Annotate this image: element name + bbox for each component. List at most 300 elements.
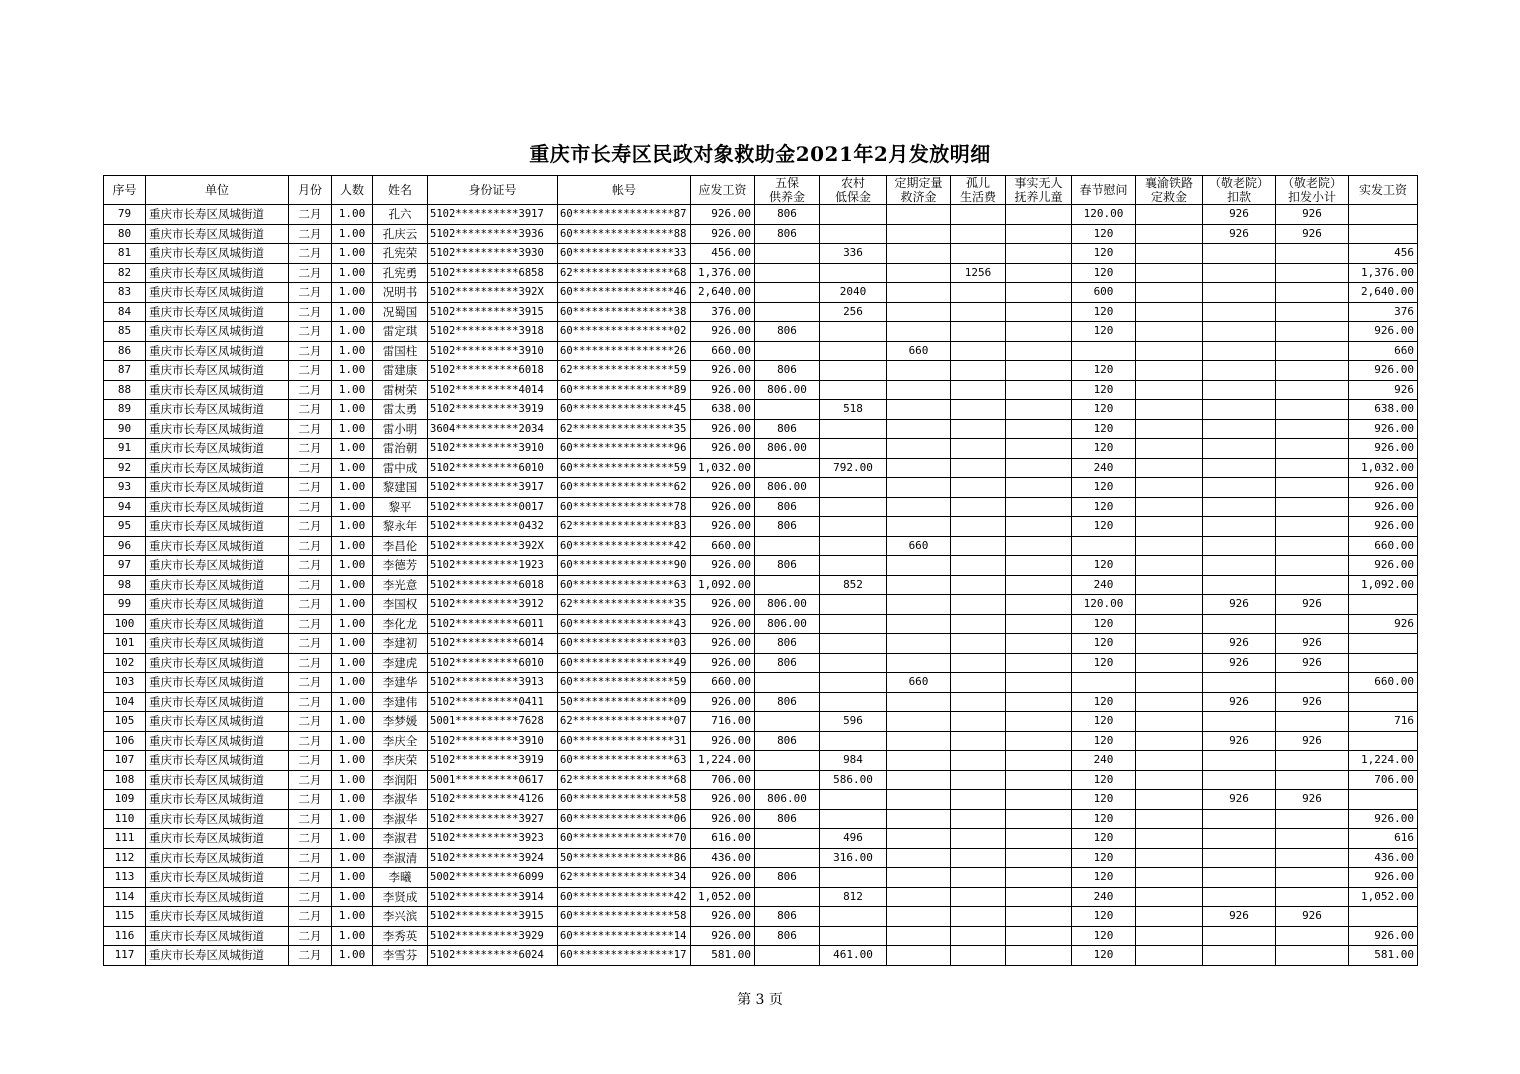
table-cell xyxy=(951,556,1006,576)
table-cell: 926.00 xyxy=(691,224,755,244)
table-cell xyxy=(1276,926,1349,946)
table-cell: 60****************43 xyxy=(558,614,691,634)
table-cell: 240 xyxy=(1072,458,1136,478)
table-cell: 李国权 xyxy=(373,595,428,615)
table-cell: 120 xyxy=(1072,848,1136,868)
table-cell xyxy=(755,536,820,556)
table-cell xyxy=(951,302,1006,322)
table-row xyxy=(104,829,1418,849)
table-cell: 806 xyxy=(755,868,820,888)
table-cell xyxy=(1136,575,1203,595)
table-cell: 孔庆云 xyxy=(373,224,428,244)
table-cell xyxy=(951,497,1006,517)
table-cell xyxy=(1006,926,1072,946)
table-cell xyxy=(755,458,820,478)
table-cell xyxy=(951,575,1006,595)
table-cell xyxy=(1136,829,1203,849)
table-cell xyxy=(1203,926,1276,946)
table-cell: 86 xyxy=(104,341,146,361)
table-cell: 110 xyxy=(104,809,146,829)
table-cell xyxy=(1203,478,1276,498)
table-cell: 重庆市长寿区凤城街道 xyxy=(146,439,289,459)
column-header: 五保 供养金 xyxy=(755,176,820,205)
table-cell xyxy=(1349,634,1418,654)
table-cell xyxy=(755,712,820,732)
table-cell: 926.00 xyxy=(1349,439,1418,459)
table-cell: 60****************42 xyxy=(558,887,691,907)
table-cell: 108 xyxy=(104,770,146,790)
table-cell: 94 xyxy=(104,497,146,517)
table-cell: 重庆市长寿区凤城街道 xyxy=(146,731,289,751)
table-cell: 806 xyxy=(755,926,820,946)
table-cell: 83 xyxy=(104,283,146,303)
table-cell xyxy=(1203,751,1276,771)
table-cell xyxy=(1006,497,1072,517)
table-cell: 重庆市长寿区凤城街道 xyxy=(146,458,289,478)
table-cell: 二月 xyxy=(289,829,332,849)
table-cell xyxy=(755,887,820,907)
table-cell xyxy=(1276,419,1349,439)
table-cell: 5102**********3930 xyxy=(428,244,558,264)
table-cell xyxy=(887,361,951,381)
table-cell xyxy=(1203,556,1276,576)
table-cell: 60****************14 xyxy=(558,926,691,946)
table-cell: 89 xyxy=(104,400,146,420)
table-row xyxy=(104,497,1418,517)
table-cell: 二月 xyxy=(289,614,332,634)
table-cell xyxy=(1006,946,1072,966)
table-cell xyxy=(820,595,887,615)
table-cell: 二月 xyxy=(289,731,332,751)
table-cell xyxy=(1136,478,1203,498)
table-cell xyxy=(1276,829,1349,849)
table-cell: 316.00 xyxy=(820,848,887,868)
table-cell: 李建初 xyxy=(373,634,428,654)
table-cell xyxy=(1276,887,1349,907)
table-cell: 91 xyxy=(104,439,146,459)
table-cell: 1.00 xyxy=(332,751,373,771)
table-cell: 806 xyxy=(755,556,820,576)
table-row xyxy=(104,400,1418,420)
table-cell: 1.00 xyxy=(332,692,373,712)
table-cell: 二月 xyxy=(289,907,332,927)
table-cell xyxy=(755,770,820,790)
table-cell: 黎建国 xyxy=(373,478,428,498)
table-cell: 111 xyxy=(104,829,146,849)
table-cell: 5102**********3927 xyxy=(428,809,558,829)
table-cell xyxy=(820,907,887,927)
table-cell xyxy=(887,907,951,927)
table-cell: 638.00 xyxy=(691,400,755,420)
table-cell: 5102**********3917 xyxy=(428,478,558,498)
table-cell xyxy=(951,380,1006,400)
table-cell xyxy=(1136,322,1203,342)
table-cell: 926 xyxy=(1349,614,1418,634)
table-cell: 二月 xyxy=(289,770,332,790)
table-cell xyxy=(1203,614,1276,634)
table-cell: 806 xyxy=(755,497,820,517)
table-cell xyxy=(1006,244,1072,264)
table-cell: 5102**********3917 xyxy=(428,205,558,225)
table-cell: 120 xyxy=(1072,556,1136,576)
table-cell: 926 xyxy=(1349,380,1418,400)
table-row xyxy=(104,419,1418,439)
table-cell: 60****************63 xyxy=(558,751,691,771)
table-cell xyxy=(1276,575,1349,595)
table-cell: 62****************83 xyxy=(558,517,691,537)
table-cell: 5102**********3919 xyxy=(428,751,558,771)
table-cell: 926.00 xyxy=(691,692,755,712)
table-cell xyxy=(887,205,951,225)
table-cell: 重庆市长寿区凤城街道 xyxy=(146,244,289,264)
table-cell xyxy=(1203,439,1276,459)
table-cell: 重庆市长寿区凤城街道 xyxy=(146,205,289,225)
table-cell: 5102**********6024 xyxy=(428,946,558,966)
table-cell: 926.00 xyxy=(1349,926,1418,946)
table-row xyxy=(104,224,1418,244)
table-cell: 99 xyxy=(104,595,146,615)
table-cell: 李曦 xyxy=(373,868,428,888)
table-cell: 重庆市长寿区凤城街道 xyxy=(146,595,289,615)
table-cell: 5102**********392X xyxy=(428,536,558,556)
table-cell xyxy=(951,673,1006,693)
table-cell: 93 xyxy=(104,478,146,498)
table-row xyxy=(104,848,1418,868)
table-cell xyxy=(1006,322,1072,342)
table-cell: 926 xyxy=(1203,790,1276,810)
table-cell xyxy=(951,400,1006,420)
table-cell: 重庆市长寿区凤城街道 xyxy=(146,283,289,303)
table-cell: 926 xyxy=(1276,907,1349,927)
table-cell xyxy=(1203,419,1276,439)
table-cell: 60****************88 xyxy=(558,224,691,244)
table-cell: 1.00 xyxy=(332,283,373,303)
table-cell xyxy=(1203,380,1276,400)
table-cell: 1,376.00 xyxy=(1349,263,1418,283)
table-cell: 重庆市长寿区凤城街道 xyxy=(146,926,289,946)
table-cell: 87 xyxy=(104,361,146,381)
table-cell: 1.00 xyxy=(332,634,373,654)
table-cell xyxy=(755,283,820,303)
table-cell xyxy=(755,575,820,595)
table-cell: 1.00 xyxy=(332,419,373,439)
table-cell: 112 xyxy=(104,848,146,868)
table-cell: 461.00 xyxy=(820,946,887,966)
table-cell: 1,224.00 xyxy=(1349,751,1418,771)
table-cell xyxy=(951,790,1006,810)
table-cell: 62****************68 xyxy=(558,263,691,283)
table-cell xyxy=(887,926,951,946)
table-cell xyxy=(1006,751,1072,771)
table-cell: 806 xyxy=(755,361,820,381)
table-cell xyxy=(887,263,951,283)
table-cell xyxy=(820,692,887,712)
table-header-row xyxy=(104,176,1418,205)
table-cell: 102 xyxy=(104,653,146,673)
table-cell: 79 xyxy=(104,205,146,225)
column-header: 襄渝铁路 定救金 xyxy=(1136,176,1203,205)
table-cell xyxy=(951,517,1006,537)
table-cell: 120 xyxy=(1072,614,1136,634)
table-cell: 1.00 xyxy=(332,478,373,498)
table-cell xyxy=(820,536,887,556)
table-cell xyxy=(1136,751,1203,771)
table-cell: 重庆市长寿区凤城街道 xyxy=(146,692,289,712)
table-cell: 二月 xyxy=(289,283,332,303)
table-cell xyxy=(1136,458,1203,478)
table-row xyxy=(104,341,1418,361)
table-cell: 96 xyxy=(104,536,146,556)
table-cell xyxy=(951,731,1006,751)
table-cell: 雷中成 xyxy=(373,458,428,478)
table-cell: 120 xyxy=(1072,517,1136,537)
table-cell: 716 xyxy=(1349,712,1418,732)
table-cell: 120 xyxy=(1072,439,1136,459)
table-cell xyxy=(1136,731,1203,751)
column-header: 单位 xyxy=(146,176,289,205)
table-cell xyxy=(820,809,887,829)
table-cell: 李淑华 xyxy=(373,790,428,810)
table-cell xyxy=(1136,907,1203,927)
table-cell: 376.00 xyxy=(691,302,755,322)
table-cell: 62****************34 xyxy=(558,868,691,888)
table-cell: 1.00 xyxy=(332,848,373,868)
table-cell xyxy=(1006,263,1072,283)
table-cell: 1.00 xyxy=(332,868,373,888)
table-cell: 926.00 xyxy=(691,361,755,381)
table-cell xyxy=(887,400,951,420)
table-cell: 二月 xyxy=(289,751,332,771)
table-cell: 120 xyxy=(1072,419,1136,439)
table-cell xyxy=(820,868,887,888)
table-cell: 二月 xyxy=(289,322,332,342)
table-cell xyxy=(820,205,887,225)
table-cell: 二月 xyxy=(289,575,332,595)
table-cell xyxy=(1136,556,1203,576)
table-cell: 重庆市长寿区凤城街道 xyxy=(146,887,289,907)
table-cell xyxy=(1136,341,1203,361)
table-cell: 重庆市长寿区凤城街道 xyxy=(146,556,289,576)
table-cell: 5102**********3910 xyxy=(428,341,558,361)
table-cell: 806 xyxy=(755,809,820,829)
table-row xyxy=(104,361,1418,381)
table-cell: 二月 xyxy=(289,926,332,946)
table-cell: 806 xyxy=(755,205,820,225)
table-cell: 806 xyxy=(755,907,820,927)
table-cell: 104 xyxy=(104,692,146,712)
table-cell: 926.00 xyxy=(691,595,755,615)
table-cell: 二月 xyxy=(289,458,332,478)
table-cell xyxy=(1006,692,1072,712)
table-cell xyxy=(951,536,1006,556)
table-cell xyxy=(1349,205,1418,225)
table-cell: 2,640.00 xyxy=(691,283,755,303)
table-cell xyxy=(1203,283,1276,303)
table-cell xyxy=(887,634,951,654)
table-cell xyxy=(820,224,887,244)
table-cell: 李昌伦 xyxy=(373,536,428,556)
table-cell xyxy=(1276,341,1349,361)
table-cell xyxy=(1072,536,1136,556)
table-cell: 926 xyxy=(1203,653,1276,673)
table-cell: 重庆市长寿区凤城街道 xyxy=(146,673,289,693)
table-row xyxy=(104,673,1418,693)
table-row xyxy=(104,283,1418,303)
table-cell xyxy=(1349,595,1418,615)
table-cell: 926 xyxy=(1276,731,1349,751)
table-cell xyxy=(951,868,1006,888)
table-cell xyxy=(951,887,1006,907)
table-cell: 二月 xyxy=(289,244,332,264)
table-cell: 660.00 xyxy=(1349,536,1418,556)
table-cell: 二月 xyxy=(289,263,332,283)
table-cell: 1.00 xyxy=(332,536,373,556)
table-row xyxy=(104,614,1418,634)
table-cell: 115 xyxy=(104,907,146,927)
table-cell xyxy=(1136,770,1203,790)
table-cell: 重庆市长寿区凤城街道 xyxy=(146,497,289,517)
table-cell xyxy=(1136,205,1203,225)
table-cell xyxy=(887,517,951,537)
table-cell xyxy=(887,224,951,244)
table-cell: 60****************87 xyxy=(558,205,691,225)
table-cell xyxy=(1006,302,1072,322)
table-cell xyxy=(1006,224,1072,244)
table-cell xyxy=(1006,712,1072,732)
table-cell: 1.00 xyxy=(332,380,373,400)
table-cell xyxy=(820,614,887,634)
table-cell: 况蜀国 xyxy=(373,302,428,322)
table-cell xyxy=(755,400,820,420)
table-cell xyxy=(887,712,951,732)
table-cell: 1.00 xyxy=(332,926,373,946)
table-cell xyxy=(1006,205,1072,225)
table-cell xyxy=(1276,439,1349,459)
table-cell: 二月 xyxy=(289,946,332,966)
table-cell: 1.00 xyxy=(332,673,373,693)
table-cell xyxy=(1276,556,1349,576)
table-cell: 120 xyxy=(1072,829,1136,849)
table-cell: 120 xyxy=(1072,380,1136,400)
table-cell: 926.00 xyxy=(691,790,755,810)
table-cell xyxy=(1006,790,1072,810)
table-cell xyxy=(887,380,951,400)
table-cell: 5102**********4126 xyxy=(428,790,558,810)
table-cell xyxy=(1072,673,1136,693)
table-cell xyxy=(951,770,1006,790)
table-cell: 660.00 xyxy=(1349,673,1418,693)
table-cell: 二月 xyxy=(289,439,332,459)
table-cell: 李梦媛 xyxy=(373,712,428,732)
table-cell xyxy=(755,751,820,771)
table-cell: 806 xyxy=(755,517,820,537)
table-cell xyxy=(820,380,887,400)
table-cell: 雷树荣 xyxy=(373,380,428,400)
table-cell: 5102**********3929 xyxy=(428,926,558,946)
table-cell: 806 xyxy=(755,322,820,342)
table-cell: 80 xyxy=(104,224,146,244)
table-cell: 376 xyxy=(1349,302,1418,322)
table-cell: 二月 xyxy=(289,712,332,732)
table-cell: 660 xyxy=(887,341,951,361)
table-cell: 92 xyxy=(104,458,146,478)
table-cell: 85 xyxy=(104,322,146,342)
table-cell: 98 xyxy=(104,575,146,595)
table-cell xyxy=(1349,224,1418,244)
page-title: 重庆市长寿区民政对象救助金2021年2月发放明细 xyxy=(529,142,991,166)
table-cell xyxy=(1276,868,1349,888)
table-cell: 926 xyxy=(1276,205,1349,225)
table-cell xyxy=(1006,439,1072,459)
table-cell xyxy=(820,341,887,361)
table-cell xyxy=(887,809,951,829)
table-cell xyxy=(887,653,951,673)
table-cell: 95 xyxy=(104,517,146,537)
table-cell: 1.00 xyxy=(332,770,373,790)
table-cell: 60****************58 xyxy=(558,907,691,927)
table-cell: 616 xyxy=(1349,829,1418,849)
table-cell: 李润阳 xyxy=(373,770,428,790)
table-cell xyxy=(1276,614,1349,634)
table-cell xyxy=(1349,790,1418,810)
table-cell xyxy=(1136,517,1203,537)
table-cell: 806.00 xyxy=(755,380,820,400)
table-cell xyxy=(1006,517,1072,537)
table-cell: 120.00 xyxy=(1072,595,1136,615)
table-row xyxy=(104,809,1418,829)
table-cell xyxy=(1006,400,1072,420)
table-cell: 60****************59 xyxy=(558,673,691,693)
table-cell: 926.00 xyxy=(691,439,755,459)
table-cell xyxy=(1136,692,1203,712)
table-cell: 60****************45 xyxy=(558,400,691,420)
table-cell xyxy=(951,907,1006,927)
table-cell: 二月 xyxy=(289,224,332,244)
table-cell xyxy=(887,887,951,907)
table-cell: 重庆市长寿区凤城街道 xyxy=(146,302,289,322)
table-cell xyxy=(1349,692,1418,712)
table-cell: 60****************42 xyxy=(558,536,691,556)
table-cell xyxy=(1006,673,1072,693)
table-cell xyxy=(755,946,820,966)
table-cell xyxy=(951,478,1006,498)
table-cell: 62****************35 xyxy=(558,419,691,439)
table-cell: 重庆市长寿区凤城街道 xyxy=(146,517,289,537)
table-cell xyxy=(820,556,887,576)
table-cell: 5102**********6014 xyxy=(428,634,558,654)
table-cell: 60****************70 xyxy=(558,829,691,849)
table-row xyxy=(104,380,1418,400)
table-row xyxy=(104,458,1418,478)
table-cell xyxy=(1006,634,1072,654)
table-cell: 1.00 xyxy=(332,595,373,615)
table-cell xyxy=(1349,907,1418,927)
table-cell: 60****************02 xyxy=(558,322,691,342)
table-cell: 60****************89 xyxy=(558,380,691,400)
table-cell: 1.00 xyxy=(332,517,373,537)
table-cell xyxy=(887,575,951,595)
table-cell: 116 xyxy=(104,926,146,946)
table-cell xyxy=(1276,497,1349,517)
table-cell: 120 xyxy=(1072,478,1136,498)
table-cell: 雷国柱 xyxy=(373,341,428,361)
table-cell: 60****************26 xyxy=(558,341,691,361)
table-cell xyxy=(820,653,887,673)
table-cell xyxy=(1276,673,1349,693)
table-cell: 806.00 xyxy=(755,595,820,615)
table-cell: 60****************17 xyxy=(558,946,691,966)
table-cell: 103 xyxy=(104,673,146,693)
